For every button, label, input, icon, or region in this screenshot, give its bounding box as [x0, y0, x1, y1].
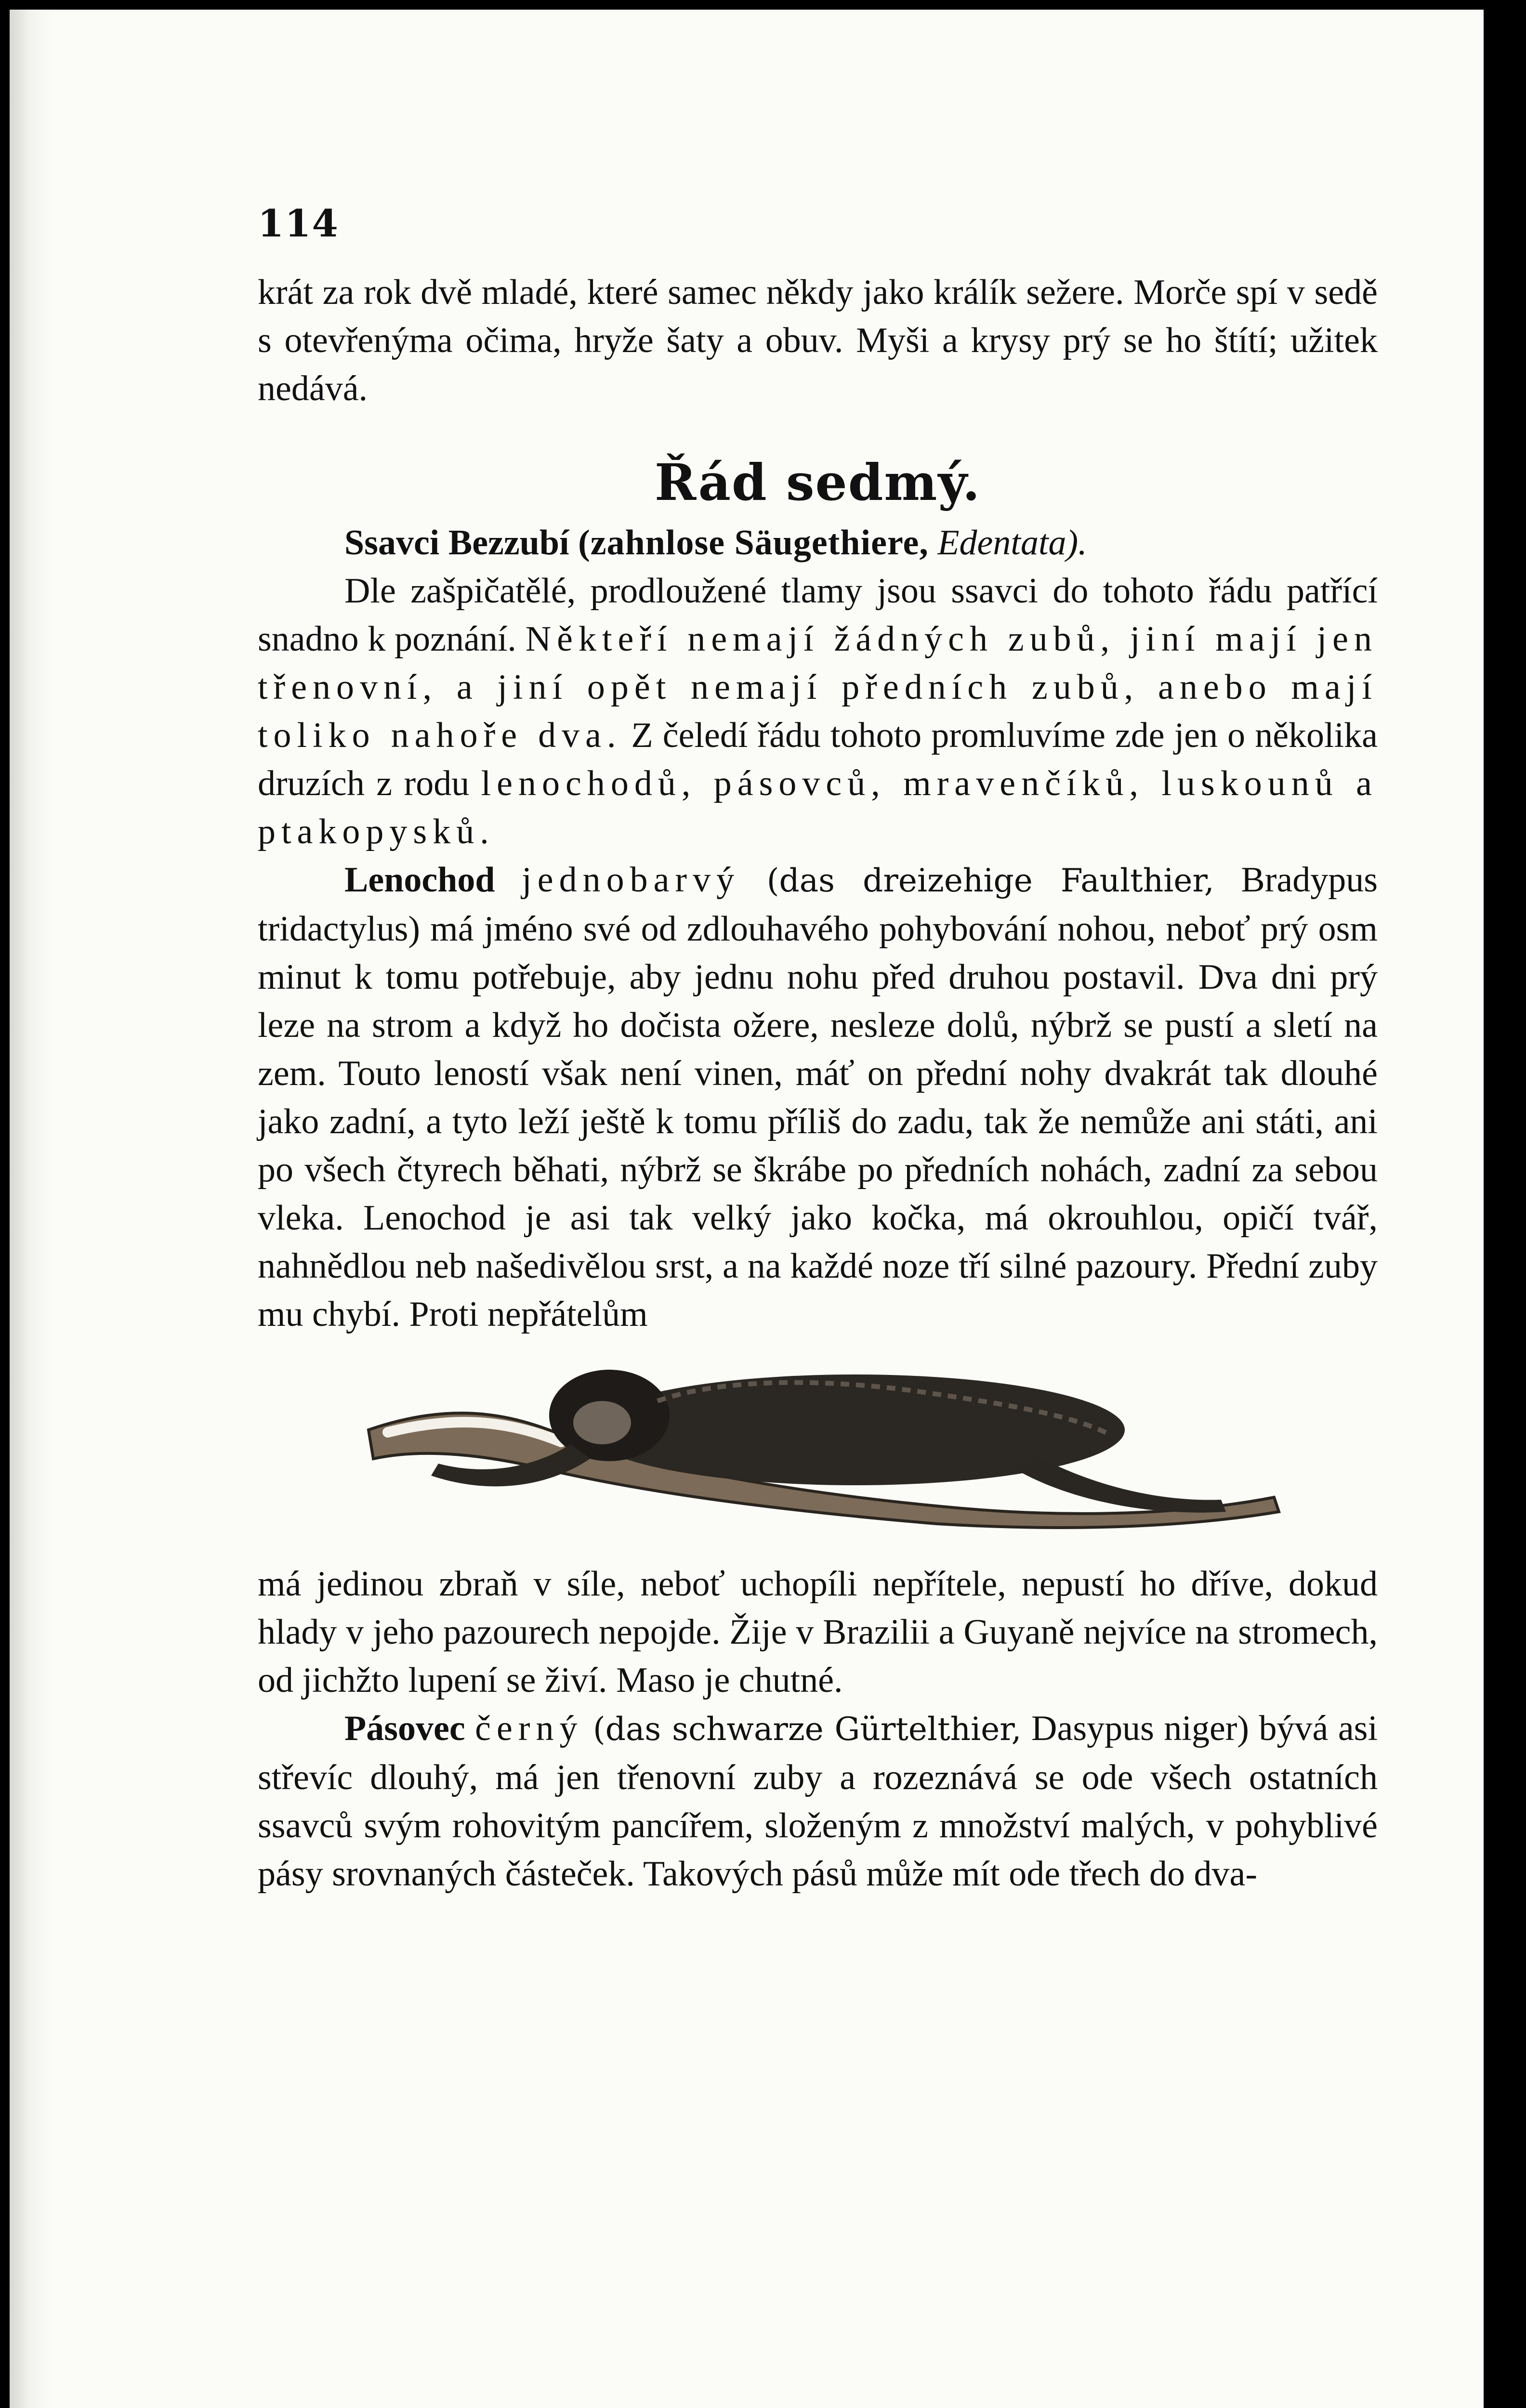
sloth-paragraph: [258, 856, 1378, 1338]
sloth-term-spaced: jednobarvý: [522, 860, 740, 900]
armadillo-term-spaced: černý: [475, 1709, 583, 1748]
sloth-term: Lenochod: [344, 860, 495, 900]
chapter-subtitle: [258, 519, 1378, 567]
subtitle-part-a: Ssavci: [344, 523, 440, 563]
order-description-paragraph: [258, 567, 1378, 856]
subtitle-latin: Edentata).: [937, 523, 1087, 563]
chapter-title: Řád sedmý.: [654, 453, 981, 512]
armadillo-paragraph: [258, 1704, 1378, 1898]
sloth-face: [573, 1401, 631, 1444]
armadillo-text: Dasypus niger) bývá asi střevíc dlouhý, má jen třenovní zuby a rozeznává se ode všech ostatních ssavců svým rohovitým pancířem, složeným z množství malých, v pohyblivé pásy srovnaných částeček. Takových pásů může mít ode třech do dva-: [258, 1709, 1378, 1894]
page-edge-shadow: [10, 10, 53, 2408]
sloth-illustration: [359, 1358, 1289, 1531]
order-description-part2: Někteří nemají žádných zubů, jiní mají jen třenovní, a jiní opět nemají předních zubů, anebo mají toliko nahoře dva.: [258, 619, 1378, 755]
sloth-german-name: (das dreizehige Faulthier,: [766, 862, 1214, 899]
subtitle-part-b: Bezzubí: [448, 523, 569, 563]
order-description-part1: Dle zašpičatělé, prodloužené tlamy jsou ssavci do tohoto řádu patřící snadno k poznání.: [258, 571, 1378, 659]
sloth-hind-leg: [1014, 1454, 1226, 1513]
page-content: [258, 200, 1378, 1898]
armadillo-term: Pásovec: [344, 1709, 465, 1748]
page-number: 114: [258, 202, 339, 246]
order-description-part3: Z čeledí řádu tohoto promluvíme zde jen o několika druzích z rodu: [258, 716, 1378, 803]
book-page: [10, 10, 1484, 2408]
armadillo-german-name: (das schwarze Gürtelthier,: [592, 1711, 1022, 1748]
sloth-paragraph-continued: má jedinou zbraň v síle, neboť uchopíli nepřítele, nepustí ho dříve, dokud hlady v jeho pazourech nepojde. Žije v Brazilii a Guyaně nejvíce na stromech, od jichžto lupení se živí. Maso je chutné.: [258, 1564, 1378, 1700]
sloth-text: Bradypus tridactylus) má jméno své od zdlouhavého pohybování nohou, neboť prý osm minut k tomu potřebuje, aby jednu nohu před druhou postavil. Dva dni prý leze na strom a když ho dočista ožere, nesleze dolů, nýbrž se pustí a sletí na zem. Touto leností však není vinen, máť on přední nohy dvakrát tak dlouhé jako zadní, a tyto leží ještě k tomu příliš do zadu, tak že nemůže ani státi, ani po všech čtyrech běhati, nýbrž se škrábe po předních nohách, zadní za sebou vleka. Lenochod je asi tak velký jako kočka, má okrouhlou, opičí tvář, nahnědlou neb našedivělou srst, a na každé noze tří silné pazoury. Přední zuby mu chybí. Proti nepřátelům: [258, 860, 1378, 1334]
order-description-part4: lenochodů, pásovců, mravenčíků, luskounů a ptakopysků.: [258, 764, 1378, 851]
intro-paragraph: krát za rok dvě mladé, které samec někdy jako králík sežere. Morče spí v sedě s otevřenýma očima, hryže šaty a obuv. Myši a krysy prý se ho štítí; užitek nedává.: [258, 273, 1378, 408]
subtitle-german: (zahnlose Säugethiere,: [578, 523, 929, 563]
